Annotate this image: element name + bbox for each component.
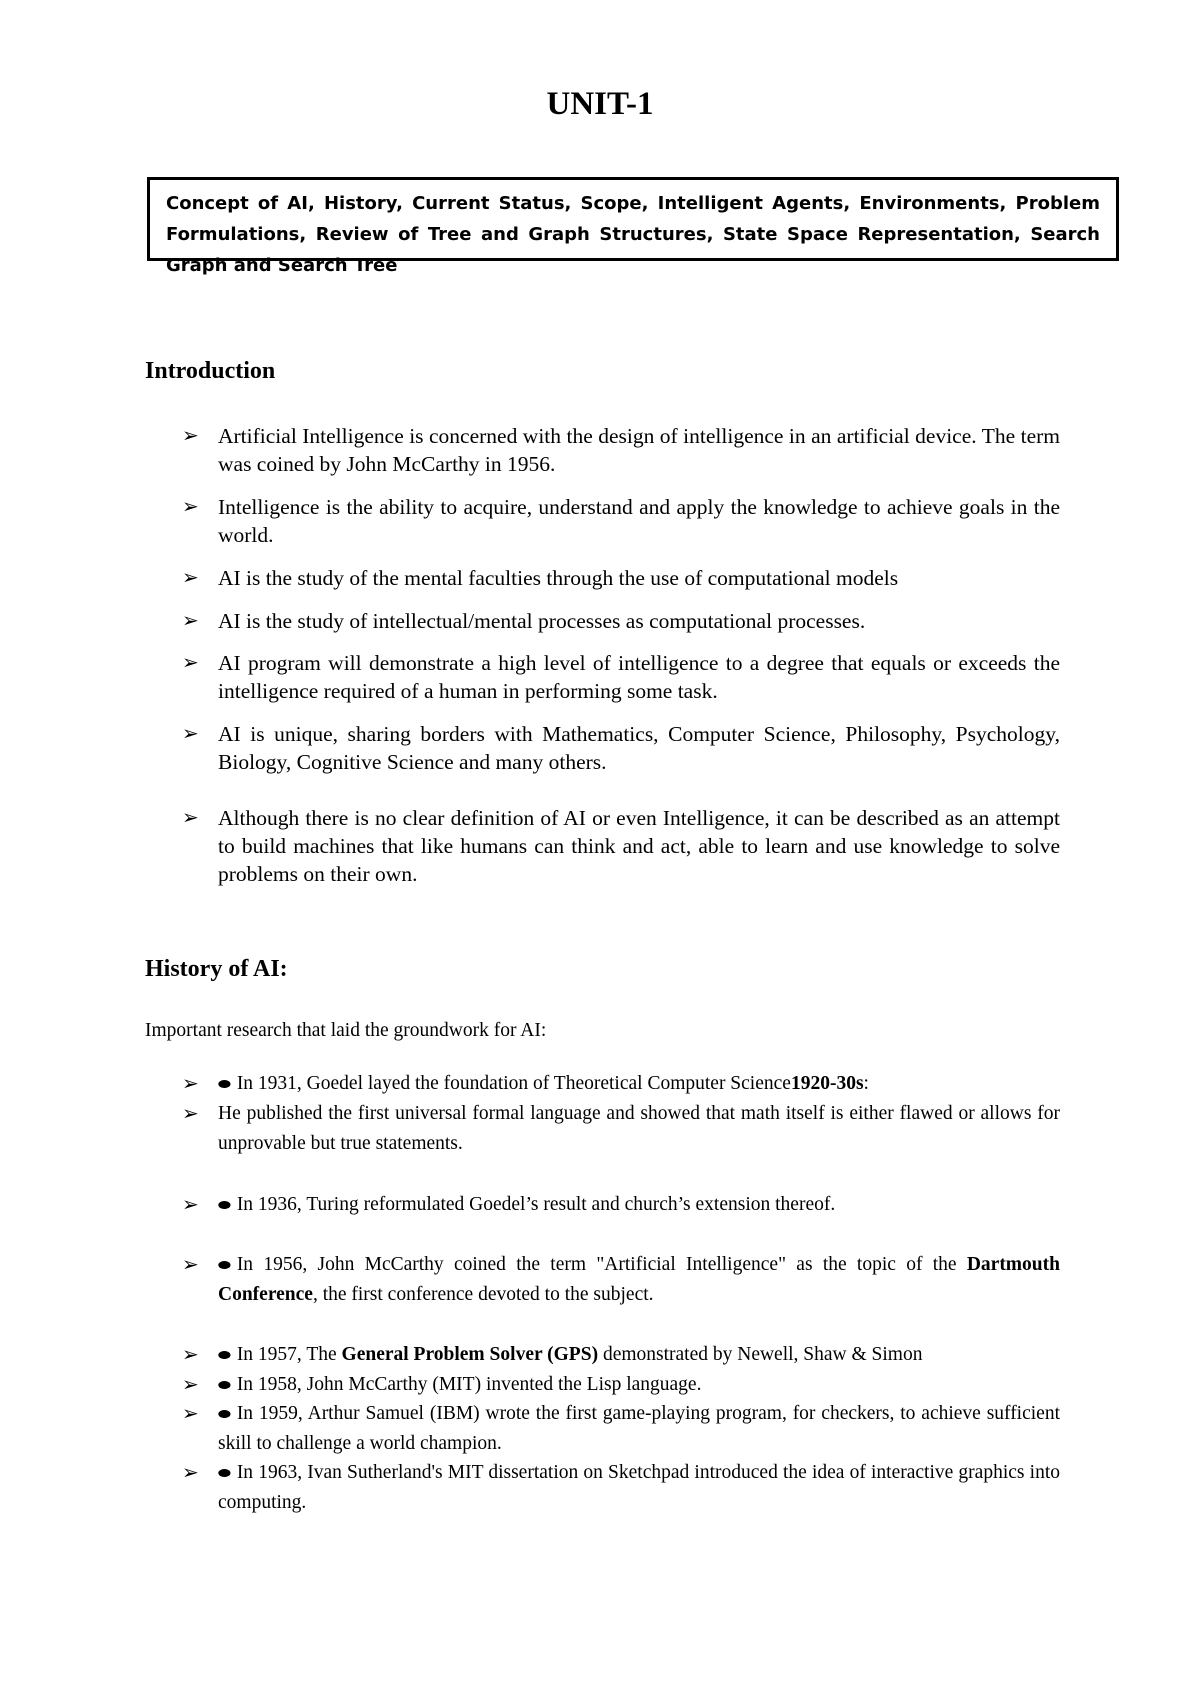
arrow-bullet-icon: ➢: [182, 1103, 199, 1125]
list-item-text: AI is unique, sharing borders with Mathematics, Computer Science, Philosophy, Psychology, Biology, Cognitive Science and many others.: [218, 722, 1060, 774]
list-item: [182, 1250, 1060, 1310]
pill-glyph-icon: ⬬: [218, 1346, 231, 1364]
list-item-tail: demonstrated by Newell, Shaw & Simon: [602, 1344, 923, 1365]
list-item: [182, 607, 1060, 635]
arrow-bullet-icon: ➢: [182, 425, 199, 447]
list-item: [182, 649, 1060, 705]
history-lead-text: Important research that laid the groundwork for AI:: [145, 1020, 547, 1041]
list-item: [182, 493, 1060, 549]
arrow-bullet-icon: ➢: [182, 496, 199, 518]
list-item-text: In 1958, John McCarthy (MIT) invented the Lisp language.: [236, 1374, 702, 1395]
list-item-text: AI program will demonstrate a high level of intelligence to a degree that equals or exceeds the intelligence required of a human in performing some task.: [218, 651, 1060, 703]
arrow-bullet-icon: ➢: [182, 610, 199, 632]
arrow-bullet-icon: ➢: [182, 1403, 199, 1425]
decade-label: 1920-30s: [790, 1073, 864, 1094]
list-item-text: In 1931, Goedel layed the foundation of Theoretical Computer Science: [236, 1073, 791, 1094]
arrow-bullet-icon: ➢: [182, 1254, 199, 1276]
arrow-bullet-icon: ➢: [182, 1194, 199, 1216]
list-item: [182, 564, 1060, 592]
list-item: [182, 1190, 1060, 1220]
unit-title: UNIT-1: [546, 86, 654, 122]
list-item: [182, 1069, 1060, 1099]
pill-glyph-icon: ⬬: [218, 1405, 231, 1423]
arrow-bullet-icon: ➢: [182, 1073, 199, 1095]
list-item-text: AI is the study of the mental faculties through the use of computational models: [218, 566, 899, 590]
arrow-bullet-icon: ➢: [182, 1344, 199, 1366]
list-item-text: In 1957, The: [236, 1344, 337, 1365]
pill-glyph-icon: ⬬: [218, 1376, 231, 1394]
arrow-bullet-icon: ➢: [182, 652, 199, 674]
list-item-tail: , the first conference devoted to the subject.: [312, 1284, 654, 1305]
list-item: [182, 1399, 1060, 1459]
list-item: [182, 1340, 1060, 1370]
arrow-bullet-icon: ➢: [182, 807, 199, 829]
list-item: [182, 1099, 1060, 1159]
list-item-text: Intelligence is the ability to acquire, understand and apply the knowledge to achieve goals in the world.: [218, 495, 1060, 547]
arrow-bullet-icon: ➢: [182, 567, 199, 589]
list-item-text: In 1956, John McCarthy coined the term "Artificial Intelligence" as the topic of the: [236, 1254, 957, 1275]
list-item-text: AI is the study of intellectual/mental processes as computational processes.: [218, 609, 866, 633]
arrow-bullet-icon: ➢: [182, 1462, 199, 1484]
list-item: [182, 1458, 1060, 1518]
list-item-text: In 1963, Ivan Sutherland's MIT dissertation on Sketchpad introduced the idea of interactive graphics into computing.: [218, 1462, 1060, 1513]
history-heading: History of AI:: [145, 956, 288, 982]
pill-glyph-icon: ⬬: [218, 1464, 231, 1482]
list-item-tail: :: [863, 1073, 869, 1094]
list-item: [182, 720, 1060, 776]
list-item: [182, 804, 1060, 888]
list-item: [182, 1370, 1060, 1400]
pill-glyph-icon: ⬬: [218, 1196, 231, 1214]
list-item-text: In 1936, Turing reformulated Goedel’s result and church’s extension thereof.: [236, 1194, 836, 1215]
pill-glyph-icon: ⬬: [218, 1075, 231, 1093]
conference-name: Dartmouth Conference: [218, 1254, 1060, 1305]
list-item-text: Artificial Intelligence is concerned with the design of intelligence in an artificial device. The term was coined by John McCarthy in 1956.: [218, 424, 1060, 476]
gps-name: General Problem Solver (GPS): [341, 1344, 599, 1365]
list-item-text: In 1959, Arthur Samuel (IBM) wrote the first game-playing program, for checkers, to achieve sufficient skill to challenge a world champion.: [218, 1403, 1060, 1454]
list-item-text: He published the first universal formal language and showed that math itself is either flawed or allows for unprovable but true statements.: [218, 1103, 1060, 1154]
arrow-bullet-icon: ➢: [182, 723, 199, 745]
topics-box: Concept of AI, History, Current Status, Scope, Intelligent Agents, Environments, Problem Formulations, Review of Tree and Graph Structures, State Space Representation, Search Graph and Search Tree: [147, 177, 1119, 261]
list-item-text: Although there is no clear definition of AI or even Intelligence, it can be described as an attempt to build machines that like humans can think and act, able to learn and use knowledge to solve problems on their own.: [218, 806, 1060, 886]
arrow-bullet-icon: ➢: [182, 1374, 199, 1396]
introduction-heading: Introduction: [145, 358, 276, 384]
list-item: [182, 422, 1060, 478]
pill-glyph-icon: ⬬: [218, 1256, 231, 1274]
